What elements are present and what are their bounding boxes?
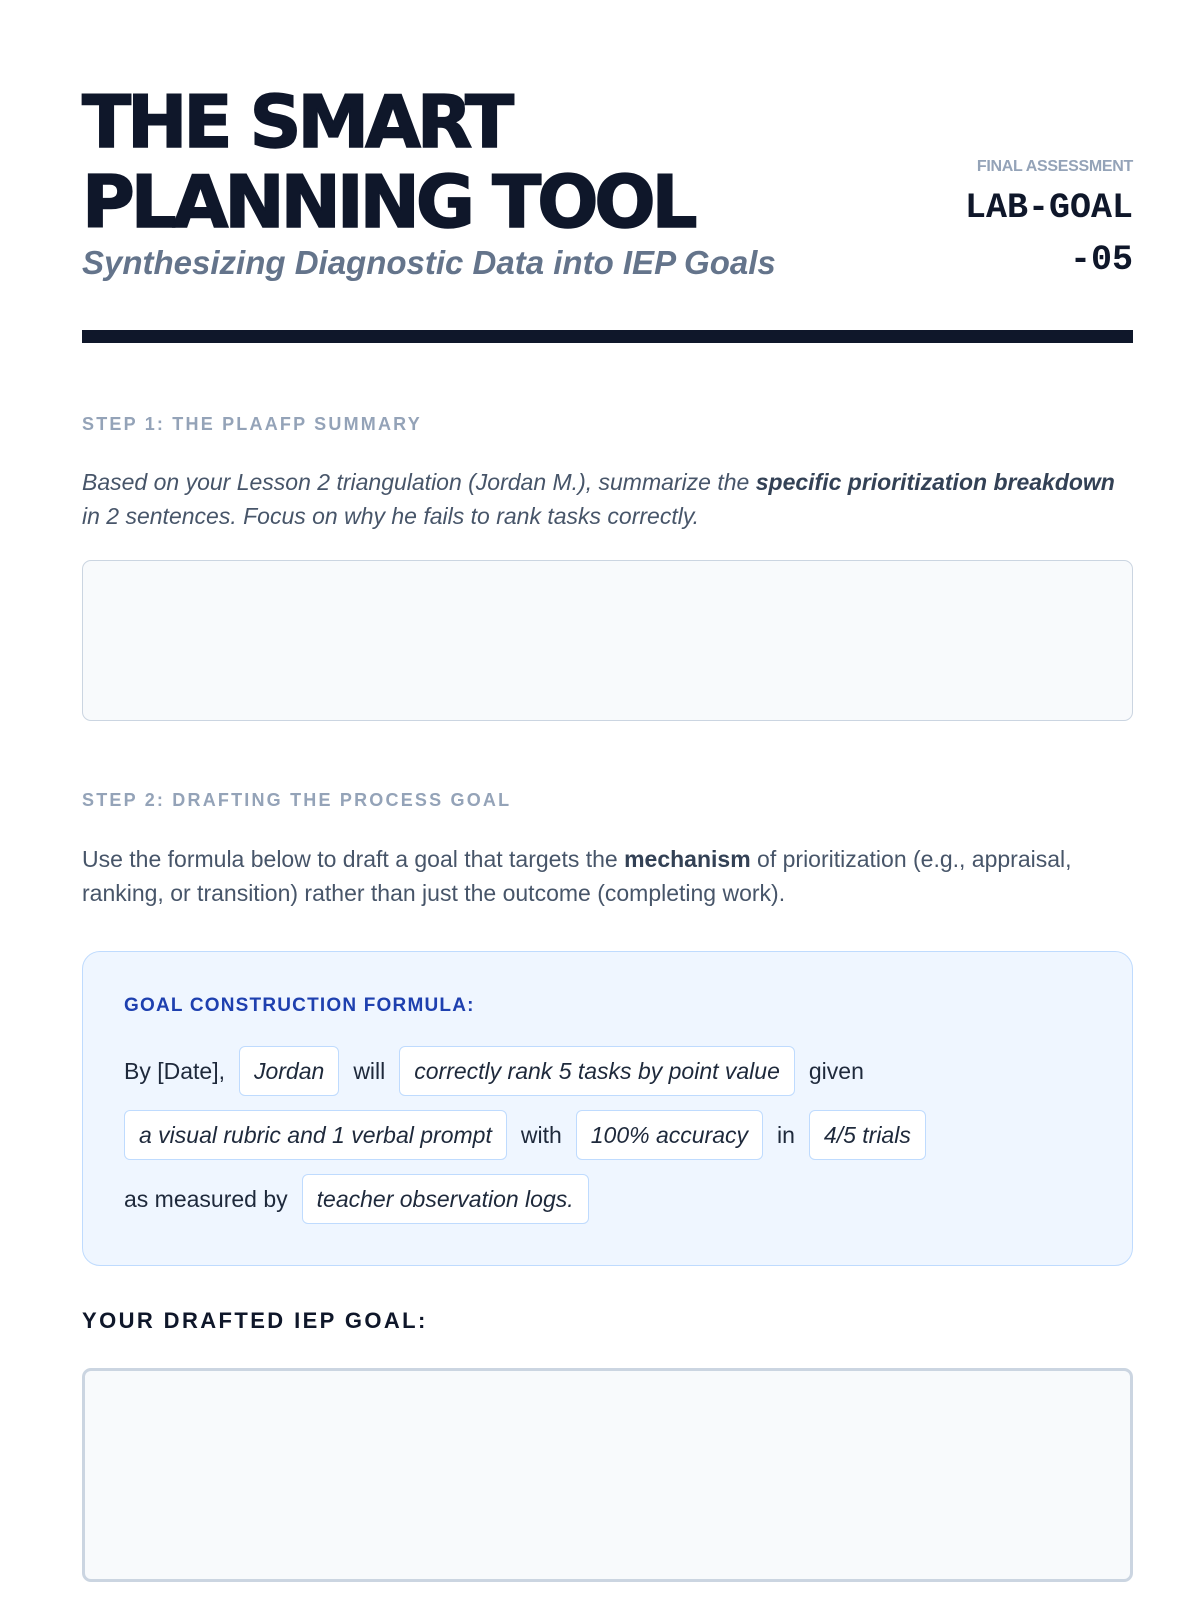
- formula-word-in: in: [777, 1121, 795, 1148]
- step-2-instruction-emphasis: mechanism: [624, 846, 751, 872]
- page-header: [82, 0, 1133, 338]
- step-2-instruction-text-end: of prioritization (e.g., appraisal, ranking, or transition) rather than just the outcome (completing work).: [82, 846, 1072, 906]
- formula-chip-measure: teacher observation logs.: [302, 1174, 589, 1224]
- step-2-instruction-text: Use the formula below to draft a goal that targets the: [82, 846, 625, 872]
- step-2-instruction: [82, 842, 1133, 910]
- assessment-code: LAB-GOAL-05: [964, 188, 1133, 280]
- formula-word-by-date: By [Date],: [124, 1057, 225, 1084]
- page-subtitle: Synthesizing Diagnostic Data into IEP Goals: [82, 244, 776, 281]
- page-title: [82, 82, 694, 242]
- step-1-instruction: [82, 465, 1133, 533]
- drafted-goal-input[interactable]: [82, 1368, 1133, 1582]
- formula-chip-behavior: correctly rank 5 tasks by point value: [399, 1046, 795, 1096]
- step-2-label: STEP 2: DRAFTING THE PROCESS GOAL: [82, 790, 512, 810]
- formula-heading: GOAL CONSTRUCTION FORMULA:: [124, 995, 475, 1016]
- step-1-label: STEP 1: THE PLAAFP SUMMARY: [82, 414, 422, 434]
- formula-chip-student: Jordan: [239, 1046, 339, 1096]
- drafted-goal-label: YOUR DRAFTED IEP GOAL:: [82, 1308, 428, 1333]
- formula-line-1: [124, 1046, 878, 1096]
- title-line-1: THE SMART: [82, 80, 511, 164]
- worksheet-page: [82, 0, 1133, 1333]
- header-divider: [82, 330, 1133, 343]
- formula-word-will: will: [353, 1057, 386, 1084]
- step-1-instruction-text: Based on your Lesson 2 triangulation (Jordan M.), summarize the: [82, 469, 756, 495]
- formula-word-measured-by: as measured by: [124, 1185, 288, 1212]
- step-1-instruction-text-end: in 2 sentences. Focus on why he fails to rank tasks correctly.: [82, 503, 700, 529]
- formula-word-with: with: [520, 1121, 562, 1148]
- formula-line-3: [124, 1174, 603, 1224]
- plaafp-summary-input[interactable]: [82, 560, 1133, 721]
- formula-chip-condition: a visual rubric and 1 verbal prompt: [124, 1110, 507, 1160]
- formula-chip-criterion: 100% accuracy: [576, 1110, 763, 1160]
- formula-line-2: [124, 1110, 940, 1160]
- formula-chip-trials: 4/5 trials: [809, 1110, 926, 1160]
- assessment-label: FINAL ASSESSMENT: [976, 158, 1133, 175]
- step-1-instruction-emphasis: specific prioritization breakdown: [755, 469, 1115, 495]
- formula-word-given: given: [808, 1057, 864, 1084]
- title-line-2: PLANNING TOOL: [82, 160, 694, 244]
- goal-formula-box: [82, 951, 1133, 1266]
